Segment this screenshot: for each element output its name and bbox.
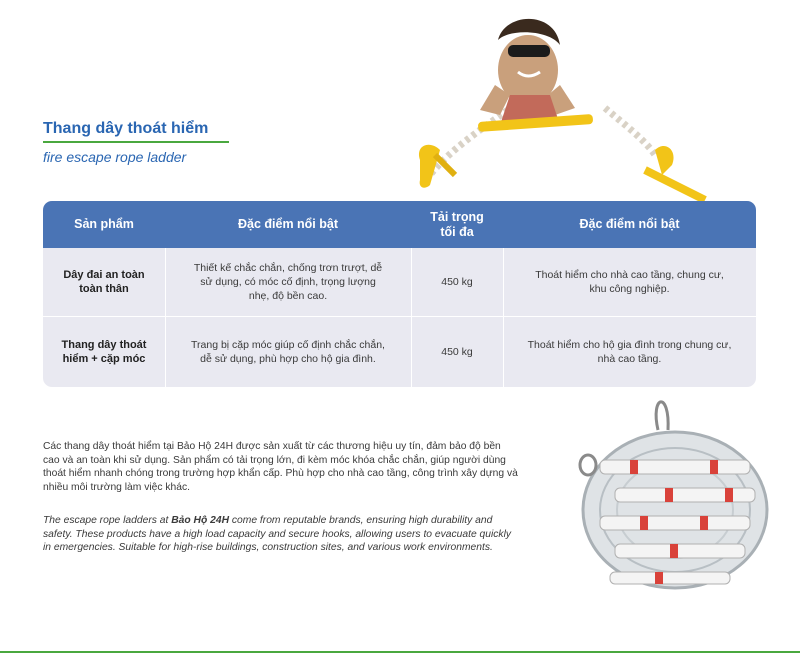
climber-with-ladder-image <box>400 0 730 205</box>
header-features: Đặc điểm nổi bật <box>237 217 339 231</box>
page-title: Thang dây thoát hiểm <box>43 120 209 137</box>
description-en-start: The escape rope ladders at <box>43 515 172 526</box>
row1-applications: Thoát hiểm cho nhà cao tầng, chung cư, khu công nghiệp. <box>535 269 724 295</box>
row2-features: Trang bị cặp móc giúp cố định chắc chắn, dễ sử dụng, phù hợp cho hộ gia đình. <box>191 339 385 365</box>
table-header <box>43 201 756 248</box>
coiled-ladder-image <box>570 390 780 605</box>
brand-name: Bảo Hộ 24H <box>171 515 230 526</box>
title-underline <box>43 141 229 143</box>
description-vietnamese: Các thang dây thoát hiểm tại Bảo Hộ 24H được sản xuất từ các thương hiệu uy tín, đảm bảo độ bền cao và an toàn khi sử dụng. Sản phẩm có tải trọng lớn, đi kèm móc khóa chắc chắn, giúp người dùng thoát hiểm nhanh chóng trong trường hợp khẩn cấp. Phù hợp cho nhà cao tầng, công trình xây dựng và nhiều môi trường làm việc khác. <box>43 441 518 493</box>
product-table <box>43 201 756 387</box>
row1-features: Thiết kế chắc chắn, chống trơn trượt, dễ sử dụng, có móc cố định, trọng lượng nhẹ, độ bền cao. <box>193 262 383 302</box>
header-max-load: Tải trọng tối đa <box>430 209 484 239</box>
row2-applications: Thoát hiểm cho hộ gia đình trong chung cư, nhà cao tầng. <box>527 339 732 365</box>
description-en-end: come from reputable brands, ensuring high durability and safety. These products have a high load capacity and secure hooks, allowing users to evacuate quickly in emergencies. Suitable for high-rise buildings, construction sites, and various work environments. <box>43 515 512 553</box>
row1-max-load: 450 kg <box>441 276 473 288</box>
footer-divider <box>0 651 800 653</box>
page-subtitle: fire escape rope ladder <box>43 149 187 165</box>
row1-product: Dây đai an toàn toàn thân <box>63 269 145 295</box>
row2-max-load: 450 kg <box>441 346 473 358</box>
header-applications: Đặc điểm nổi bật <box>579 217 680 231</box>
row2-product: Thang dây thoát hiểm + cặp móc <box>61 339 147 365</box>
description-english <box>43 514 518 555</box>
header-product: Sản phẩm <box>74 217 134 231</box>
